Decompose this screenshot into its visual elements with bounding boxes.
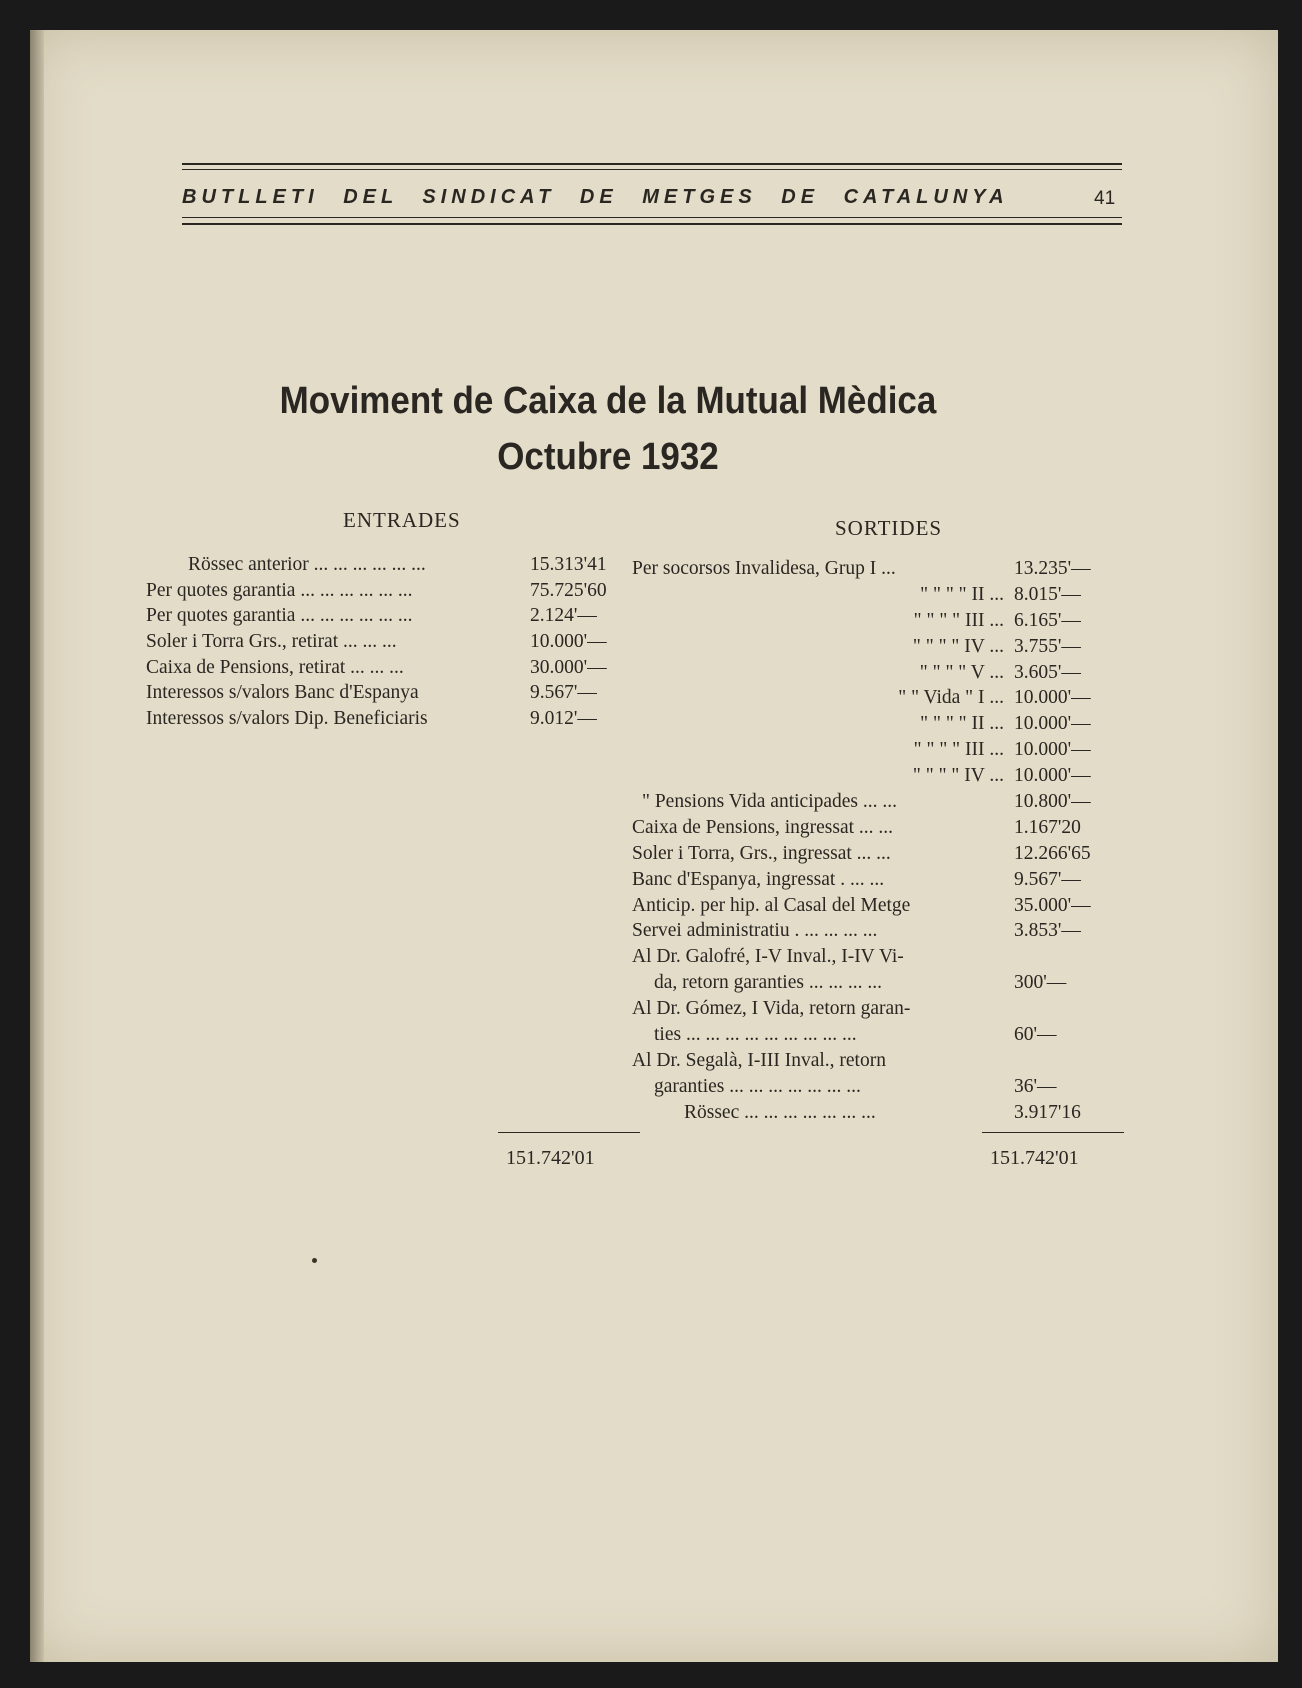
sortides-value: 8.015'— (1014, 583, 1081, 605)
entrades-row (146, 603, 522, 629)
sortides-label: " " " " V ... (919, 661, 1004, 683)
entrades-row (146, 578, 522, 604)
entrades-label: Caixa de Pensions, retirat ... ... ... (146, 656, 404, 678)
sortides-values (1014, 556, 1124, 1126)
header-rule-top-thin (182, 169, 1122, 170)
entrades-label: Per quotes garantia ... ... ... ... ... ... (146, 605, 413, 627)
sortides-label: Banc d'Espanya, ingressat . ... ... (632, 868, 885, 890)
sortides-label: " " " " IV ... (912, 765, 1004, 787)
sortides-label: " " " " II ... (920, 713, 1004, 735)
sortides-label: " " " " II ... (920, 583, 1004, 605)
page-binding-edge (30, 30, 44, 1662)
sortides-label: ties ... ... ... ... ... ... ... ... ... (654, 1024, 857, 1046)
entrades-value: 2.124'— (530, 605, 597, 627)
sortides-value: 10.000'— (1014, 765, 1091, 787)
page-number: 41 (1094, 188, 1116, 209)
entrades-value: 10.000'— (530, 631, 607, 653)
entrades-row (146, 552, 522, 578)
ink-dot (312, 1258, 317, 1263)
sortides-value: 3.605'— (1014, 661, 1081, 683)
sortides-value: 10.000'— (1014, 687, 1091, 709)
sortides-label: Al Dr. Galofré, I-V Inval., I-IV Vi- (632, 946, 904, 968)
sortides-label: Servei administratiu . ... ... ... ... (632, 920, 878, 942)
sortides-value: 10.000'— (1014, 713, 1091, 735)
sortides-label: " Pensions Vida anticipades ... ... (642, 791, 898, 813)
sortides-label: Al Dr. Gómez, I Vida, retorn garan- (632, 998, 911, 1020)
sortides-value: 300'— (1014, 972, 1067, 994)
sortides-value: 35.000'— (1014, 894, 1091, 916)
journal-header: BUTLLETI DEL SINDICAT DE METGES DE CATALUNYA (182, 186, 1009, 208)
entrades-heading: ENTRADES (343, 508, 461, 532)
entrades-value: 75.725'60 (530, 579, 607, 601)
header-rule-bottom-thin (182, 217, 1122, 218)
sortides-total: 151.742'01 (990, 1147, 1079, 1169)
entrades-value: 9.567'— (530, 682, 597, 704)
entrades-label: Interessos s/valors Banc d'Espanya (146, 682, 419, 704)
entrades-row (146, 655, 522, 681)
document-page (30, 30, 1278, 1662)
entrades-label: Interessos s/valors Dip. Beneficiaris (146, 708, 428, 730)
sortides-label: Per socorsos Invalidesa, Grup I ... (632, 558, 896, 579)
sortides-labels (632, 556, 1004, 1126)
header-rule-top (182, 163, 1122, 165)
sortides-value: 3.917'16 (1014, 1101, 1081, 1123)
entrades-labels (146, 552, 522, 732)
entrades-label: Rössec anterior ... ... ... ... ... ... (188, 554, 426, 575)
sortides-heading: SORTIDES (835, 516, 943, 540)
sortides-value: 60'— (1014, 1024, 1057, 1046)
sortides-value (1014, 944, 1124, 970)
sortides-total-rule (982, 1132, 1124, 1133)
sortides-value: 13.235'— (1014, 558, 1091, 579)
entrades-value: 15.313'41 (530, 554, 607, 575)
header-rule-bottom (182, 223, 1122, 225)
sortides-label: Al Dr. Segalà, I-III Inval., retorn (632, 1049, 886, 1071)
sortides-value: 3.853'— (1014, 920, 1081, 942)
entrades-value: 30.000'— (530, 656, 607, 678)
sortides-value: 12.266'65 (1014, 842, 1091, 864)
sortides-label: " " " " III ... (913, 739, 1004, 761)
entrades-value: 9.012'— (530, 708, 597, 730)
entrades-row (146, 706, 522, 732)
sortides-label: da, retorn garanties ... ... ... ... (654, 972, 882, 994)
entrades-total-rule (498, 1132, 640, 1133)
entrades-row (146, 680, 522, 706)
sortides-label: Anticip. per hip. al Casal del Metge (632, 894, 911, 916)
sortides-label: " " " " III ... (913, 609, 1004, 631)
entrades-row (146, 629, 522, 655)
entrades-label: Soler i Torra Grs., retirat ... ... ... (146, 631, 397, 653)
sortides-value: 3.755'— (1014, 635, 1081, 657)
entrades-label: Per quotes garantia ... ... ... ... ... ... (146, 579, 413, 601)
sortides-label: Soler i Torra, Grs., ingressat ... ... (632, 842, 891, 864)
sortides-value: 10.000'— (1014, 739, 1091, 761)
page-subtitle: Octubre 1932 (497, 436, 719, 478)
entrades-values (530, 552, 640, 732)
sortides-value: 9.567'— (1014, 868, 1081, 890)
sortides-value: 1.167'20 (1014, 816, 1081, 838)
sortides-value: 10.800'— (1014, 791, 1091, 813)
sortides-label: " " " " IV ... (912, 635, 1004, 657)
sortides-label: " " Vida " I ... (898, 687, 1004, 709)
sortides-label: Rössec ... ... ... ... ... ... ... (684, 1101, 876, 1123)
sortides-value: 6.165'— (1014, 609, 1081, 631)
sortides-label: garanties ... ... ... ... ... ... ... (654, 1075, 861, 1097)
entrades-total: 151.742'01 (506, 1147, 595, 1169)
page-title: Moviment de Caixa de la Mutual Mèdica (279, 380, 937, 422)
sortides-value (1014, 996, 1124, 1022)
sortides-value (1014, 1048, 1124, 1074)
sortides-value: 36'— (1014, 1075, 1057, 1097)
sortides-label: Caixa de Pensions, ingressat ... ... (632, 816, 894, 838)
